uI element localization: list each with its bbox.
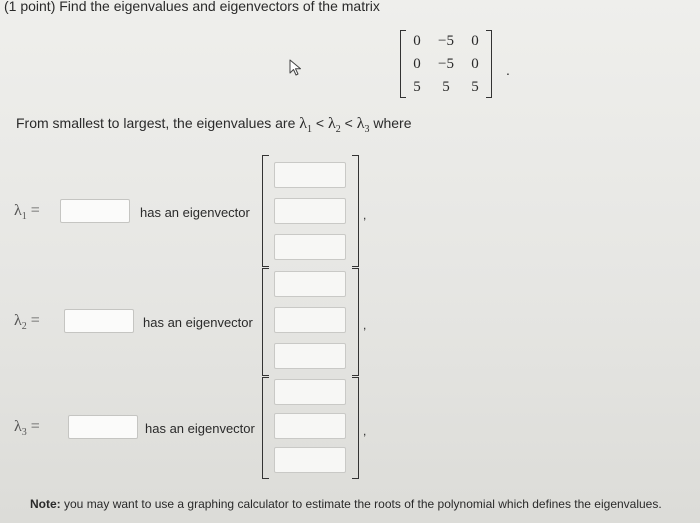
matrix-cell: 5 bbox=[413, 79, 421, 95]
vector-3-component-3-input[interactable] bbox=[274, 447, 346, 473]
has-eigenvector-label-2: has an eigenvector bbox=[143, 315, 253, 330]
order-lambda-3 bbox=[356, 115, 370, 136]
order-lambda-symbol: λ bbox=[356, 115, 365, 132]
lambda-symbol: λ bbox=[14, 418, 22, 435]
vector-1-right-bracket bbox=[352, 155, 359, 267]
vector-3-comma: , bbox=[363, 424, 367, 438]
lambda-subscript: 3 bbox=[21, 427, 27, 439]
vector-3-component-2-input[interactable] bbox=[274, 413, 346, 439]
matrix-cell: 0 bbox=[471, 33, 479, 49]
lambda-2-value-input[interactable] bbox=[64, 309, 134, 333]
eigenvalue-order-sentence bbox=[16, 115, 412, 135]
vector-2-component-3-input[interactable] bbox=[274, 343, 346, 369]
order-lambda-symbol: λ bbox=[327, 115, 336, 132]
lambda-subscript: 1 bbox=[21, 211, 27, 223]
matrix-cell: 0 bbox=[471, 56, 479, 72]
vector-2-component-1-input[interactable] bbox=[274, 271, 346, 297]
vector-3-right-bracket bbox=[352, 377, 359, 479]
has-eigenvector-label-3: has an eigenvector bbox=[145, 421, 255, 436]
vector-1-comma: , bbox=[363, 208, 367, 222]
lambda-1-value-input[interactable] bbox=[60, 199, 130, 223]
vector-2-right-bracket bbox=[352, 268, 359, 376]
lambda-2-label bbox=[14, 312, 40, 332]
vector-3-component-1-input[interactable] bbox=[274, 379, 346, 405]
matrix-cell: 5 bbox=[442, 79, 450, 95]
note-label: Note: bbox=[30, 497, 61, 511]
vector-2-comma: , bbox=[363, 318, 367, 332]
vector-1-component-3-input[interactable] bbox=[274, 234, 346, 260]
order-lambda-1 bbox=[299, 115, 313, 136]
vector-1-component-2-input[interactable] bbox=[274, 198, 346, 224]
matrix-cell: 0 bbox=[413, 56, 421, 72]
matrix-period: . bbox=[506, 62, 510, 78]
order-lambda-subscript: 1 bbox=[307, 124, 313, 136]
has-eigenvector-label-1: has an eigenvector bbox=[140, 205, 250, 220]
lambda-3-value-input[interactable] bbox=[68, 415, 138, 439]
equals-sign: = bbox=[30, 312, 40, 329]
equals-sign: = bbox=[30, 418, 40, 435]
mouse-pointer-icon bbox=[289, 59, 303, 77]
question-prompt: (1 point) Find the eigenvalues and eigenvectors of the matrix bbox=[4, 0, 380, 14]
order-lambda-symbol: λ bbox=[299, 115, 308, 132]
note-text: you may want to use a graphing calculator to estimate the roots of the polynomial which defines the eigenvalues. bbox=[60, 497, 662, 511]
lambda-symbol: λ bbox=[14, 202, 22, 219]
equals-sign: = bbox=[30, 202, 40, 219]
order-lambda-2 bbox=[327, 115, 341, 136]
matrix-cell: −5 bbox=[438, 56, 454, 72]
order-lambda-subscript: 3 bbox=[364, 124, 370, 136]
vector-1-component-1-input[interactable] bbox=[274, 162, 346, 188]
matrix bbox=[400, 28, 492, 100]
matrix-cell: 0 bbox=[413, 33, 421, 49]
order-lambda-subscript: 2 bbox=[335, 124, 341, 136]
order-text-before: From smallest to largest, the eigenvalues are bbox=[16, 115, 300, 131]
lambda-3-label bbox=[14, 418, 40, 438]
matrix-cell: 5 bbox=[471, 79, 479, 95]
vector-2-left-bracket bbox=[262, 268, 269, 376]
matrix-cell: −5 bbox=[438, 33, 454, 49]
lambda-subscript: 2 bbox=[21, 321, 27, 333]
vector-1-left-bracket bbox=[262, 155, 269, 267]
note bbox=[30, 497, 662, 511]
order-text-after: where bbox=[369, 115, 412, 131]
order-less-than: < bbox=[315, 115, 325, 131]
lambda-1-label bbox=[14, 202, 40, 222]
order-less-than: < bbox=[344, 115, 353, 131]
lambda-symbol: λ bbox=[14, 312, 22, 329]
vector-3-left-bracket bbox=[262, 377, 269, 479]
vector-2-component-2-input[interactable] bbox=[274, 307, 346, 333]
